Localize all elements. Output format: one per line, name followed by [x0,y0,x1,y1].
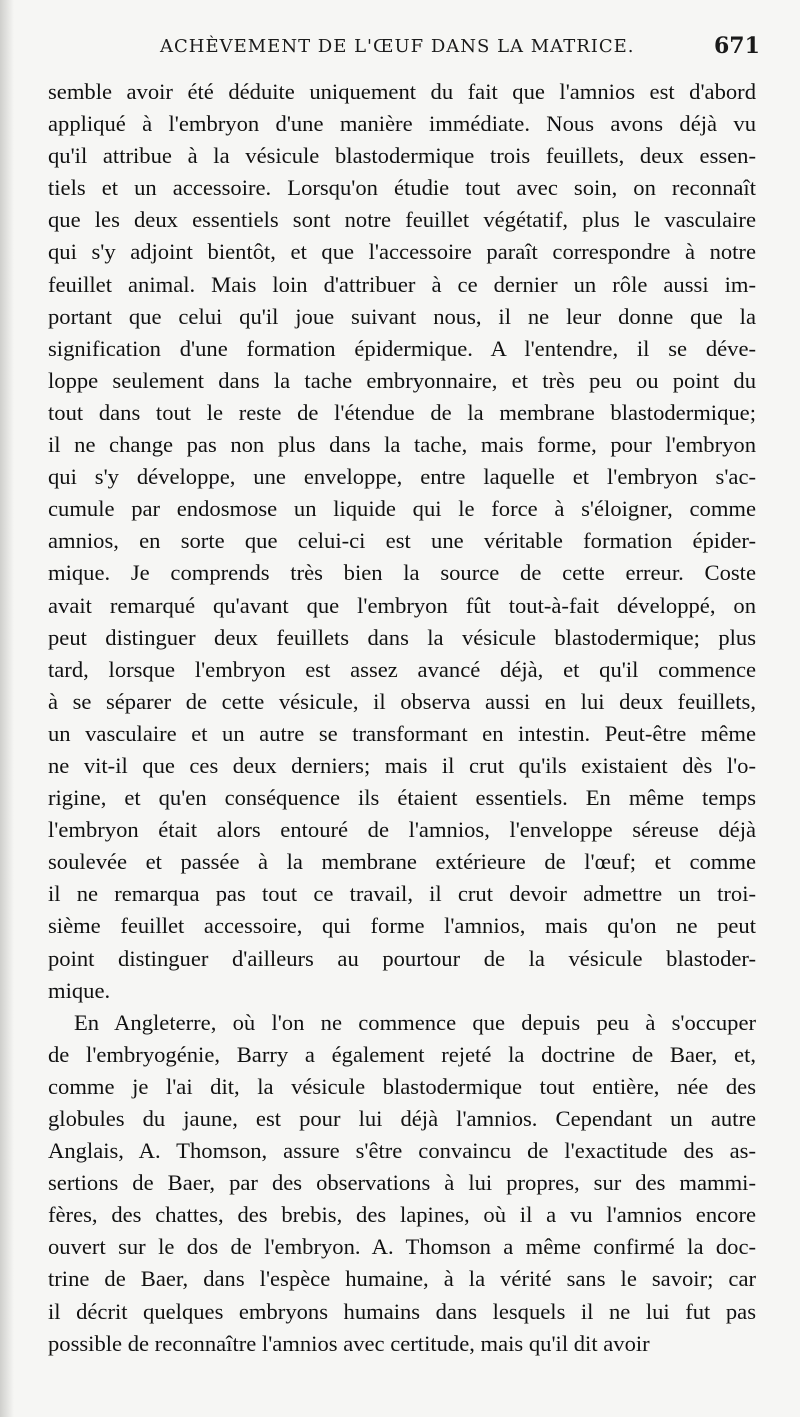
text-line: tiels et un accessoire. Lorsqu'on étudie tout avec soin, on reconnaît [48,175,756,201]
text-line: peut distinguer deux feuillets dans la vésicule blastodermique; plus [48,624,756,650]
text-line: Anglais, A. Thomson, assure s'être convaincu de l'exactitude des as- [48,1138,756,1164]
text-line: mique. [48,977,111,1003]
text-line: avait remarqué qu'avant que l'embryon fût tout-à-fait développé, on [48,592,756,618]
text-line: fères, des chattes, des brebis, des lapines, où il a vu l'amnios encore [48,1202,756,1228]
page-gutter-shadow [0,0,14,1417]
text-line: un vasculaire et un autre se transformant en intestin. Peut-être même [48,720,756,746]
text-line: En Angleterre, où l'on ne commence que depuis peu à s'occuper [74,1009,756,1035]
text-line: point distinguer d'ailleurs au pourtour de la vésicule blastoder- [48,945,756,971]
text-line: globules du jaune, est pour lui déjà l'amnios. Cependant un autre [48,1106,756,1131]
page-header [0,33,800,66]
text-line: tard, lorsque l'embryon est assez avancé déjà, et qu'il commence [48,656,756,682]
text-line: qu'il attribue à la vésicule blastodermique trois feuillets, deux essen- [48,143,756,169]
text-line: portant que celui qu'il joue suivant nous, il ne leur donne que la [48,303,756,329]
text-line: mique. Je comprends très bien la source de cette erreur. Coste [48,560,756,586]
text-line: feuillet animal. Mais loin d'attribuer à ce dernier un rôle aussi im- [48,271,756,297]
text-line: semble avoir été déduite uniquement du fait que l'amnios est d'abord [48,79,756,104]
body-text [48,76,756,1360]
text-line: appliqué à l'embryon d'une manière immédiate. Nous avons déjà vu [48,111,756,137]
text-line: signification d'une formation épidermique. A l'entendre, il se déve- [48,335,756,361]
text-line: l'embryon était alors entouré de l'amnios, l'enveloppe séreuse déjà [48,817,756,843]
text-line: il ne change pas non plus dans la tache, mais forme, pour l'embryon [48,432,756,458]
text-line: soulevée et passée à la membrane extérieure de l'œuf; et comme [48,849,756,875]
show-through-text [110,1352,710,1392]
text-line: qui s'y adjoint bientôt, et que l'accessoire paraît correspondre à notre [48,239,756,265]
text-line: loppe seulement dans la tache embryonnaire, et très peu ou point du [48,367,756,393]
text-line: rigine, et qu'en conséquence ils étaient essentiels. En même temps [48,785,756,811]
text-line: sième feuillet accessoire, qui forme l'amnios, mais qu'on ne peut [48,913,756,939]
text-line: possible de reconnaître l'amnios avec certitude, mais qu'il dit avoir [48,1330,650,1356]
text-line: il ne remarqua pas tout ce travail, il crut devoir admettre un troi- [48,881,756,907]
text-line: à se séparer de cette vésicule, il observa aussi en lui deux feuillets, [48,688,756,714]
text-line: ouvert sur le dos de l'embryon. A. Thomson a même confirmé la doc- [48,1234,756,1260]
running-title: ACHÈVEMENT DE L'ŒUF DANS LA MATRICE. [160,36,635,57]
text-line: il décrit quelques embryons humains dans lesquels il ne lui fut pas [48,1298,756,1324]
text-line: cumule par endosmose un liquide qui le force à s'éloigner, comme [48,496,756,522]
page-number: 671 [714,33,760,59]
text-line: sertions de Baer, par des observations à lui propres, sur des mammi- [48,1170,756,1196]
text-line: ne vit-il que ces deux derniers; mais il crut qu'ils existaient dès l'o- [48,752,756,778]
text-line: de l'embryogénie, Barry a également rejeté la doctrine de Baer, et, [48,1041,756,1067]
text-line: qui s'y développe, une enveloppe, entre laquelle et l'embryon s'ac- [48,464,756,490]
text-line: comme je l'ai dit, la vésicule blastodermique tout entière, née des [48,1073,756,1099]
text-line: que les deux essentiels sont notre feuillet végétatif, plus le vasculaire [48,207,756,233]
text-line: amnios, en sorte que celui-ci est une véritable formation épider- [48,528,756,554]
text-line: trine de Baer, dans l'espèce humaine, à la vérité sans le savoir; car [48,1266,756,1292]
text-line: tout dans tout le reste de l'étendue de la membrane blastodermique; [48,399,756,425]
